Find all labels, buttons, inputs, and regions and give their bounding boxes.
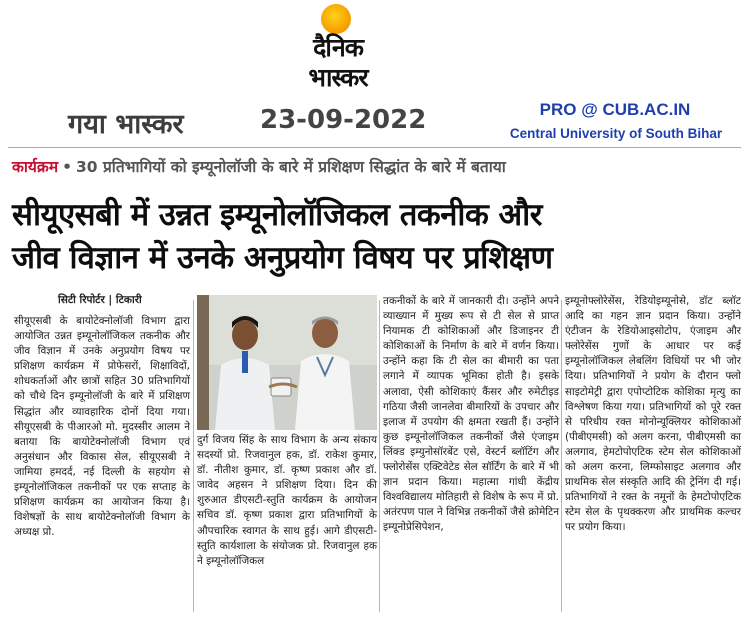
column-divider-1 [193,300,194,612]
headline-line-1: सीयूएसबी में उन्नत इम्यूनोलॉजिकल तकनीक और [12,197,542,233]
article-column-2 [197,433,377,569]
byline: सिटी रिपोर्टर | टिकारी [58,294,142,306]
column-divider-2 [379,300,380,612]
article-kicker [12,155,506,177]
article-photo [197,295,377,430]
logo-text-line1: दैनिक [313,33,363,62]
pro-credit: PRO @ CUB.AC.IN [539,100,691,119]
divider [8,147,741,148]
column-1-text: सीयूएसबी के बायोटेक्नोलॉजी विभाग द्वारा आयोजित उन्नत इम्यूनोलॉजिकल तकनीक और जीव विज्ञान में उनके अनुप्रयोग विषय पर प्रशिक्षण कार्यक्रम में प्रोफेसरों, शिक्षाविदों, शोधकर्ताओं और छात्रों सहित 30 प्रतिभागियों को चौथे दिन इम्यूनोलॉजी के बारे में प्रशिक्षण सिद्धांत और व्यावहारिक दोनों दिया गया। सीयूएसबी के पीआरओ मो. मुदस्सीर आलम ने बताया कि बायोटेक्नोलॉजी विभाग एवं अनुसंधान और विकास सेल, सीयूएसबी ने जामिया हमदर्द, नई दिल्ली के सहयोग से इम्यूनोलॉजिकल तकनीकों पर एक सप्ताह के प्रशिक्षण कार्यक्रम का आयोजन किया है। विशेषज्ञों के साथ बायोटेक्नोलॉजी विभाग के अध्यक्ष प्रो. [14,315,190,539]
sun-emblem-icon [321,4,351,34]
column-divider-3 [561,300,562,612]
column-2-text: दुर्ग विजय सिंह के साथ विभाग के अन्य संकाय सदस्यों प्रो. रिजवानुल हक, डॉ. राकेश कुमार, डॉ. नीतीश कुमार, डॉ. कृष्ण प्रकाश और डॉ. जावेद अहसन ने प्रशिक्षण दिया। दिन की शुरुआत डीएसटी-स्तुति कार्यक्रम के आयोजन सचिव डॉ. कृष्ण प्रकाश द्वारा प्रतिभागियों के औपचारिक स्वागत के साथ हुई। आगे डीएसटी-स्तुति कार्यशाला के संयोजक प्रो. रिजवानुल हक ने इम्यूनोलॉजिकल [197,434,377,567]
headline-line-2: जीव विज्ञान में उनके अनुप्रयोग विषय पर प्रशिक्षण [12,240,553,276]
logo-text-line2: भास्कर [308,63,368,92]
kicker-text: 30 प्रतिभागियों को इम्यूनोलॉजी के बारे में प्रशिक्षण सिद्धांत के बारे में बताया [76,158,506,176]
article-headline [12,194,740,280]
article-category: कार्यक्रम [12,158,59,176]
edition-name: गया भास्कर [68,109,184,140]
column-3-text: तकनीकों के बारे में जानकारी दी। उन्होंने अपने व्याख्यान में मुख्य रूप से टी सेल से प्राप्त नियामक टी कोशिकाओं और डिजाइनर टी कोशिकाओं के निर्माण के बारे में वर्णन किया। उन्होंने कहा कि टी सेल का बीमारी का पता लगाने में व्यापक भूमिका होती है। इसके अलावा, ऐसी कोशिकाएं कैंसर और रुमेटीइड गठिया जैसी जानलेवा बीमारियों के उपचार और इलाज में उपयोग की क्षमता रखती हैं। उन्होंने कुछ इम्यूनोलॉजिकल तकनीकों जैसे एंजाइम लिंक्ड इम्युनोसॉरबेंट एसे, वेस्टर्न ब्लॉटिंग और फ्लोरोसेंस एक्टिवेटेड सेल सॉर्टिंग के बारे में भी ज्ञान प्रदान किया। महात्मा गांधी केंद्रीय विश्वविद्यालय मोतिहारी से विशेष के रूप में प्रो. अतंरपण पाल ने विभिन्न तकनीकों जैसे क्रोमेटिन इम्यूनोप्रेसिपेशन, [383,295,559,534]
article-column-1 [14,314,190,540]
article-column-3 [383,294,559,536]
photo-illustration [197,295,377,430]
dainik-bhaskar-logo [288,4,388,96]
column-4-text: इम्यूनोफ्लोरेसेंस, रेडियोइम्यूनोसे, डॉट ब्लॉट आदि का गहन ज्ञान प्रदान किया। उन्होंने एंटीजन के रेडियोआइसोटोप, एंजाइम और फ्लोरेसेंस गुणों के आधार पर कई इम्यूनोलॉजिकल लेबलिंग विधियों पर भी जोर दिया। प्रतिभागियों ने प्रयोग के दौरान फ्लो साइटोमेट्री द्वारा एपोप्टोटिक कोशिका मृत्यु का विश्लेषण किया गया। प्रतिभागियों को पूरे रक्त से परिधीय रक्त मोनोन्यूक्लियर कोशिकाओं (पीबीएमसी) को अलग करना, पीबीएमसी का अलगाव, हेमटोपोएटिक स्टेम सेल कोशिकाओं को अलग करना, लिम्फोसाइट अलगाव और प्राथमिक सेल संस्कृति आदि की ट्रेनिंग दी गई। प्रतिभागियों ने रक्त के नमूनों के हेमटोपोएटिक स्टेम सेल के पृथक्करण और प्राथमिक कल्चर पर प्रयोग किया। [565,295,741,534]
kicker-bullet: • [62,158,73,176]
edition-date: 23-09-2022 [260,105,427,135]
article-column-4 [565,294,741,536]
university-credit: Central University of South Bihar [509,126,723,141]
